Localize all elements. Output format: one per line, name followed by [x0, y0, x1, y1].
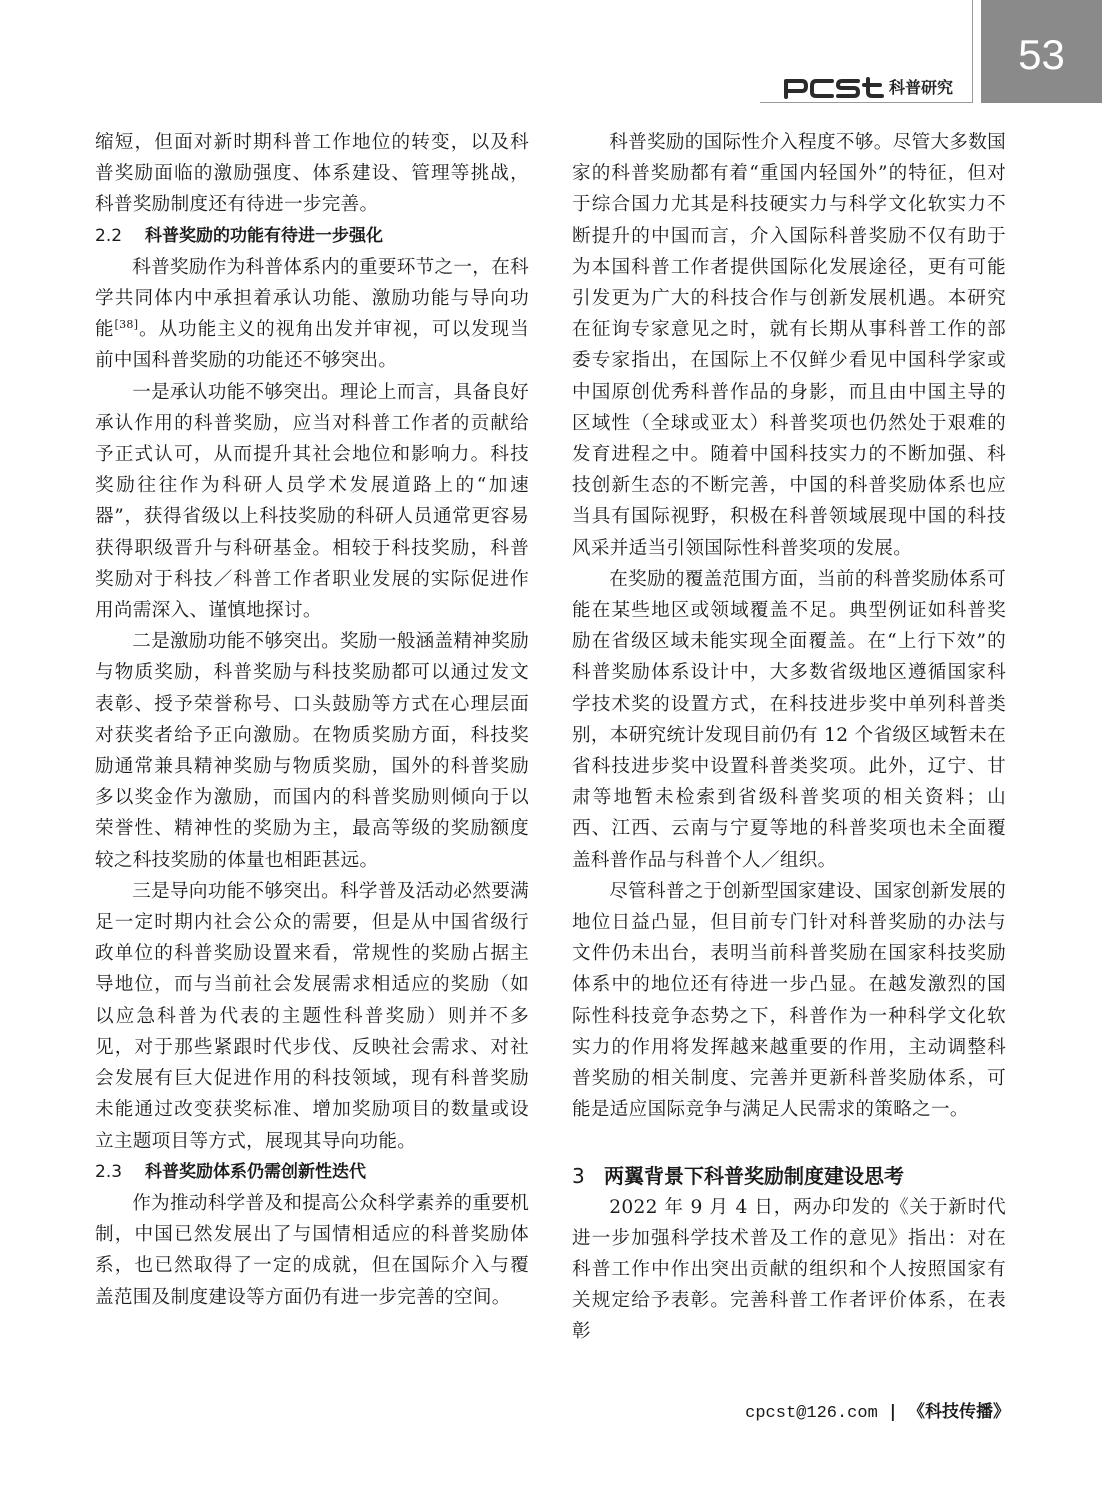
paragraph — [95, 876, 529, 1157]
footer-email: cpcst@126.com — [745, 1404, 878, 1423]
paragraph-text: 缩短，但面对新时期科普工作地位的转变，以及科普奖励面临的激励强度、体系建设、管理等挑战，科普奖励制度还有待进一步完善。 — [95, 132, 529, 216]
right-column — [572, 127, 1006, 1348]
section-name: 科普研究 — [889, 78, 954, 97]
paragraph-text: 科普奖励作为科普体系内的重要环节之一，在科学共同体内中承担着承认功能、激励功能与导向功能 — [95, 256, 529, 341]
heading-text: 两翼背景下科普奖励制度建设思考 — [604, 1163, 904, 1188]
paragraph-text: 尽管科普之于创新型国家建设、国家创新发展的地位日益凸显，但目前专门针对科普奖励的办法与文件仍未出台，表明当前科普奖励在国家科技奖励体系中的地位还有待进一步凸显。在越发激烈的国际性科技竞争态势之下，科普作为一种科学文化软实力的作用将发挥越来越重要的作用，主动调整科普奖励的相关制度、完善并更新科普奖励体系，可能是适应国际竞争与满足人民需求的策略之一。 — [572, 880, 1006, 1121]
paragraph-text: 作为推动科学普及和提高公众科学素养的重要机制，中国已然发展出了与国情相适应的科普奖励体系，也已然取得了一定的成就，但在国际介入与覆盖范围及制度建设等方面仍有进一步完善的空间。 — [95, 1192, 529, 1308]
heading-number: 2.2 — [95, 225, 123, 246]
paragraph — [95, 626, 529, 876]
paragraph-text: 。从功能主义的视角出发并审视，可以发现当前中国科普奖励的功能还不够突出。 — [95, 319, 529, 372]
paragraph-text: 2022 年 9 月 4 日，两办印发的《关于新时代进一步加强科学技术普及工作的意见》指出：对在科普工作中作出突出贡献的组织和个人按照国家有关规定给予表彰。完善科普工作者评价体系，在表彰 — [572, 1196, 1006, 1343]
page-number: 53 — [1018, 31, 1065, 78]
heading-text: 科普奖励的功能有待进一步强化 — [145, 225, 383, 246]
footer-journal-name: 《科技传播》 — [908, 1402, 1010, 1422]
paragraph — [95, 1188, 529, 1313]
paragraph-text: 在奖励的覆盖范围方面，当前的科普奖励体系可能在某些地区或领域覆盖不足。典型例证如科普奖励在省级区域未能实现全面覆盖。在“上行下效”的科普奖励体系设计中，大多数省级地区遵循国家科学技术奖的设置方式，在科技进步奖中单列科普类别，本研究统计发现目前仍有 12 个省级区域暂未在省科技进步奖中设置科普类奖项。此外，辽宁、甘肃等地暂未检索到省级科普奖项的相关资料；山西、江西、云南与宁夏等地的科普奖项也未全面覆盖科普作品与科普个人／组织。 — [572, 568, 1006, 871]
left-column — [95, 127, 529, 1313]
pcst-logo — [782, 77, 886, 99]
paragraph — [572, 127, 1006, 564]
heading-text: 科普奖励体系仍需创新性迭代 — [145, 1161, 366, 1182]
subsection-heading — [95, 221, 529, 252]
heading-number: 3 — [572, 1163, 585, 1188]
footer-separator: | — [889, 1402, 896, 1422]
footer — [745, 1400, 1010, 1426]
paragraph — [572, 876, 1006, 1126]
citation-ref: [38] — [114, 318, 139, 332]
heading-number: 2.3 — [95, 1161, 123, 1182]
paragraph — [572, 564, 1006, 876]
paragraph — [95, 252, 529, 377]
paragraph-text: 一是承认功能不够突出。理论上而言，具备良好承认作用的科普奖励，应当对科普工作者的贡献给予正式认可，从而提升其社会地位和影响力。科技奖励往往作为科研人员学术发展道路上的“加速器”，获得省级以上科技奖励的科研人员通常更容易获得职级晋升与科研基金。相较于科技奖励，科普奖励对于科技／科普工作者职业发展的实际促进作用尚需深入、谨慎地探讨。 — [95, 381, 529, 622]
paragraph-text: 三是导向功能不够突出。科学普及活动必然要满足一定时期内社会公众的需要，但是从中国省级行政单位的科普奖励设置来看，常规性的奖励占据主导地位，而与当前社会发展需求相适应的奖励（如以应急科普为代表的主题性科普奖励）则并不多见，对于那些紧跟时代步伐、反映社会需求、对社会发展有巨大促进作用的科技领域，现有科普奖励未能通过改变获奖标准、增加奖励项目的数量或设立主题项目等方式，展现其导向功能。 — [95, 880, 529, 1152]
paragraph — [95, 377, 529, 627]
subsection-heading — [95, 1157, 529, 1188]
paragraph-text: 二是激励功能不够突出。奖励一般涵盖精神奖励与物质奖励，科普奖励与科技奖励都可以通过发文表彰、授予荣誉称号、口头鼓励等方式在心理层面对获奖者给予正向激励。在物质奖励方面，科技奖励通常兼具精神奖励与物质奖励，国外的科普奖励多以奖金作为激励，而国内的科普奖励则倾向于以荣誉性、精神性的奖励为主，最高等级的奖励额度较之科技奖励的体量也相距甚远。 — [95, 631, 529, 871]
section-heading — [572, 1160, 1006, 1192]
paragraph-text: 科普奖励的国际性介入程度不够。尽管大多数国家的科普奖励都有着“重国内轻国外”的特征，但对于综合国力尤其是科技硬实力与科学文化软实力不断提升的中国而言，介入国际科普奖励不仅有助于为本国科普工作者提供国际化发展途径，更有可能引发更为广大的科技合作与创新发展机遇。本研究在征询专家意见之时，就有长期从事科普工作的部委专家指出，在国际上不仅鲜少看见中国科学家或中国原创优秀科普作品的身影，而且由中国主导的区域性（全球或亚太）科普奖项也仍然处于艰难的发育进程之中。随着中国科技实力的不断加强、科技创新生态的不断完善，中国的科普奖励体系也应当具有国际视野，积极在科普领域展现中国的科技风采并适当引领国际性科普奖项的发展。 — [572, 132, 1006, 559]
header-divider-vertical — [972, 0, 973, 103]
header-divider-horizontal — [760, 102, 972, 103]
paragraph — [95, 127, 529, 221]
paragraph — [572, 1192, 1006, 1348]
